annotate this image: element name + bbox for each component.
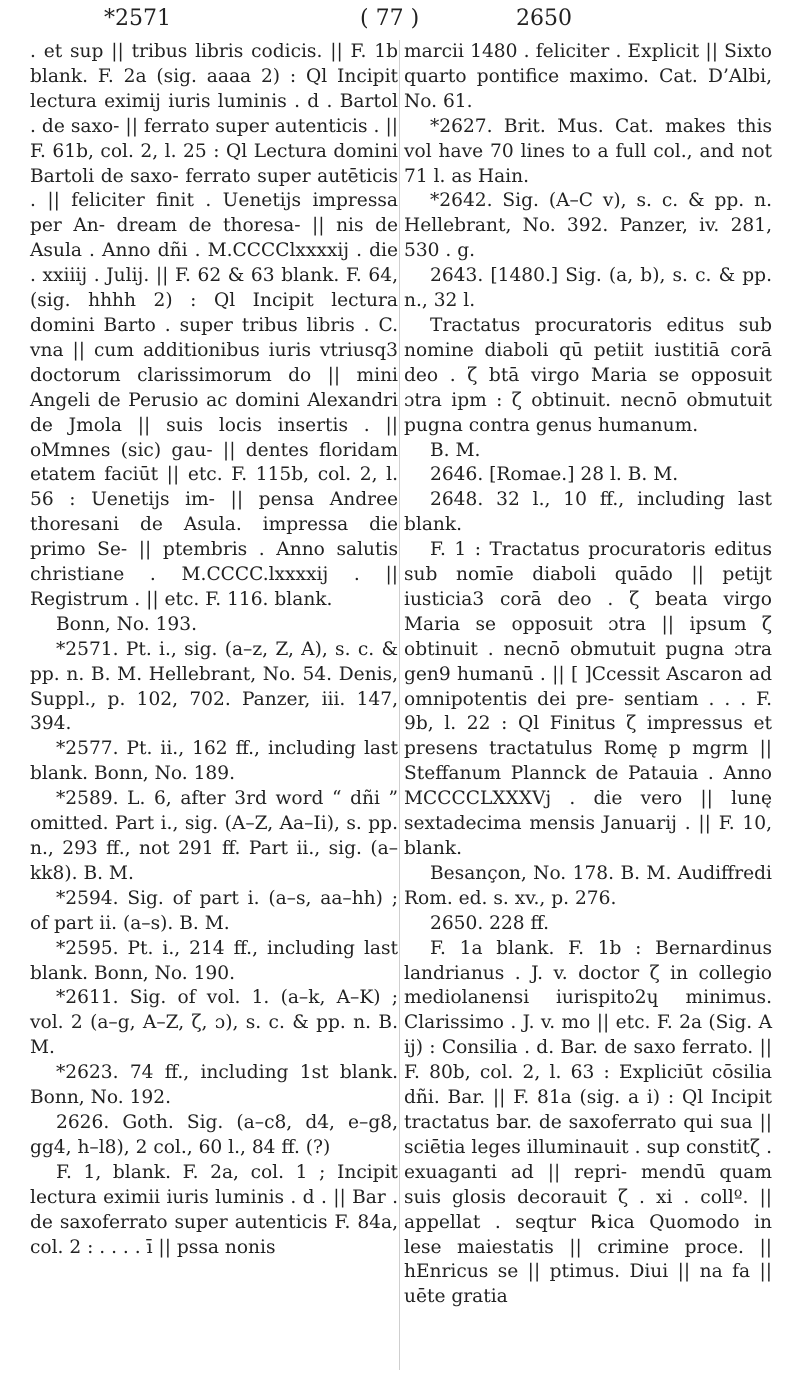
paragraph: Tractatus procuratoris editus sub nomine diaboli qū petiit iustitiā corā deo . ζ btā virgo Maria se opposuit ɔtra ipm : ζ obtinuit. necnō obmutuit pugna contra genus humanum. bbox=[404, 314, 772, 436]
paragraph: Bonn, No. 193. bbox=[56, 613, 197, 635]
paragraph: Besançon, No. 178. B. M. Audiffredi Rom. ed. s. xv., p. 276. bbox=[404, 862, 772, 909]
paragraph: . et sup || tribus libris codicis. || F. 1b blank. F. 2a (sig. aaaa 2) : Ql Incipit lectura eximij iuris luminis . d . Bartol . de saxo- || ferrato super autenticis . || F. 61b, col. 2, l. 25 : Ql Lectura domini Bartoli de saxo- ferrato super autēticis . || feliciter finit . Uenetijs impressa per An- dream de thoresa- || nis de Asula . Anno dñi . M.CCCClxxxxij . die . xxiiij . Julij. || F. 62 & 63 blank. F. 64, (sig. hhhh 2) : Ql Incipit lectura domini Barto . super tribus libris . C. vna || cum additionibus iuris vtriusq3 doctorum clarissimorum do || mini Angeli de Perusio ac domini Alexandri de Jmola || suis locis insertis . || oMmnes (sic) gau- || dentes floridam etatem faciūt || etc. F. 115b, col. 2, l. 56 : Uenetijs im- || pensa Andree thoresani de Asula. impressa die primo Se- || ptembris . Anno salutis christiane . M.CCCC.lxxxxij . || Registrum . || etc. F. 116. blank. bbox=[30, 41, 398, 610]
paragraph: *2571. Pt. i., sig. (a–z, Z, A), s. c. & pp. n. B. M. Hellebrant, No. 54. Denis, Suppl., p. 102, 702. Panzer, iii. 147, 394. bbox=[30, 638, 398, 735]
paragraph: F. 1a blank. F. 1b : Bernardinus landrianus . J. v. doctor ζ in collegio mediolanensi iurispito2ɥ minimus. Clarissimo . J. v. mo || etc. F. 2a (Sig. A ij) : Consilia . d. Bar. de saxo ferrato. || F. 80b, col. 2, l. 63 : Expliciūt cōsilia dñi. Bar. || F. 81a (sig. a i) : Ql Incipit tractatus bar. de saxoferrato qui sua || sciētia leges illuminauit . sup constitζ . exuaganti ad || repri- mendū quam suis glosis decorauit ζ . xi . collº. || appellat . seqtur ℞ica Quomodo in lese maiestatis || crimine proce. || hEnricus se || ptimus. Diui || na fa || uēte gratia bbox=[404, 937, 772, 1308]
paragraph: marcii 1480 . feliciter . Explicit || Sixto quarto pontifice maximo. Cat. D’Albi, No. 61. bbox=[404, 41, 772, 112]
paragraph: 2650. 228 ff. bbox=[430, 912, 549, 934]
paragraph: 2646. [Romae.] 28 l. B. M. bbox=[430, 464, 679, 486]
paragraph: 2648. 32 l., 10 ff., including last blank. bbox=[404, 489, 772, 536]
paragraph: 2626. Goth. Sig. (a–c8, d4, e–g8, gg4, h–l8), 2 col., 60 l., 84 ff. (?) bbox=[30, 1111, 398, 1158]
paragraph: F. 1 : Tractatus procuratoris editus sub nomīe diaboli quādo || petijt iusticia3 corā deo . ζ beata virgo Maria se opposuit ɔtra || ipsum ζ obtinuit . necnō obmutuit pugna ɔtra gen9 humanū . || [ ]Ccessit Ascaron ad omnipotentis dei pre- sentiam . . . F. 9b, l. 22 : Ql Finitus ζ impressus et presens tractatulus Romę p mgrm || Steffanum Plannck de Patauia . Anno MCCCCLXXXVj . die vero || lunę sextadecima mensis Januarij . || F. 10, blank. bbox=[404, 539, 772, 859]
paragraph: 2643. [1480.] Sig. (a, b), s. c. & pp. n., 32 l. bbox=[404, 265, 772, 312]
header-right-entry: 2650 bbox=[516, 6, 572, 31]
paragraph: *2642. Sig. (A–C v), s. c. & pp. n. Hellebrant, No. 392. Panzer, iv. 281, 530 . g. bbox=[404, 190, 772, 262]
page-number: ( 77 ) bbox=[360, 6, 420, 31]
paragraph: *2611. Sig. of vol. 1. (a–k, A–K) ; vol. 2 (a–g, A–Z, ζ, ɔ), s. c. & pp. n. B. M. bbox=[30, 987, 398, 1059]
paragraph: *2577. Pt. ii., 162 ff., including last blank. Bonn, No. 189. bbox=[30, 738, 398, 785]
header-left-entry: *2571 bbox=[104, 6, 171, 31]
paragraph: F. 1, blank. F. 2a, col. 1 ; Incipit lectura eximii iuris luminis . d . || Bar . de saxoferrato super autenticis F. 84a, col. 2 : . . . . ī || pssa nonis bbox=[30, 1161, 398, 1258]
paragraph: *2589. L. 6, after 3rd word “ dñi ” omitted. Part i., sig. (A–Z, Aa–Ii), s. pp. n., 293 ff., not 291 ff. Part ii., sig. (a–kk8). B. M. bbox=[30, 788, 398, 884]
left-column bbox=[30, 40, 398, 1260]
column-divider bbox=[399, 40, 400, 1370]
paragraph: *2623. 74 ff., including 1st blank. Bonn, No. 192. bbox=[30, 1062, 398, 1109]
paragraph: *2595. Pt. i., 214 ff., including last blank. Bonn, No. 190. bbox=[30, 937, 398, 984]
paragraph: B. M. bbox=[430, 439, 481, 461]
paragraph: *2594. Sig. of part i. (a–s, aa–hh) ; of part ii. (a–s). B. M. bbox=[30, 887, 398, 934]
right-column bbox=[404, 40, 772, 1310]
paragraph: *2627. Brit. Mus. Cat. makes this vol have 70 lines to a full col., and not 71 l. as Hain. bbox=[404, 115, 772, 187]
